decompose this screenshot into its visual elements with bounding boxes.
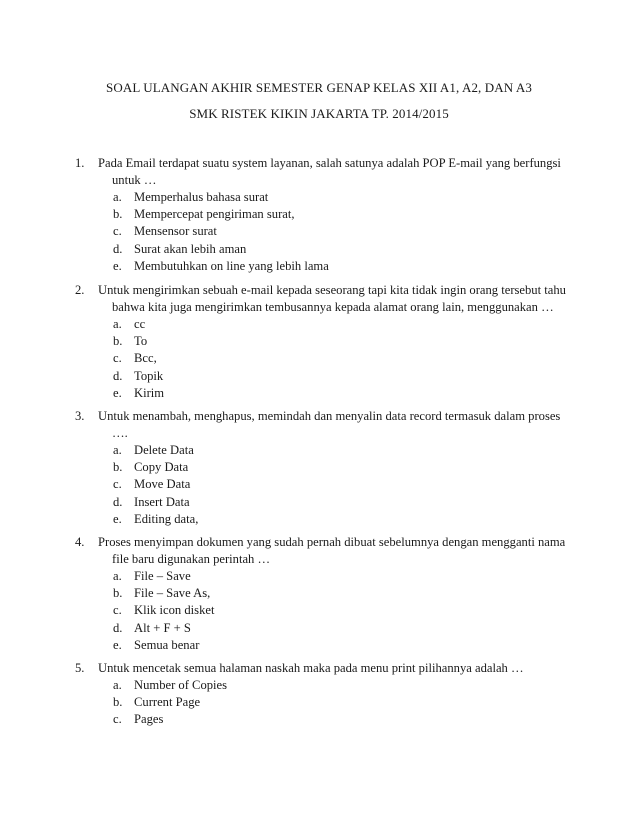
question-text: Proses menyimpan dokumen yang sudah pernah dibuat sebelumnya dengan mengganti nama: [98, 535, 566, 549]
question-text: Pada Email terdapat suatu system layanan, salah satunya adalah POP E-mail yang berfungsi: [98, 156, 561, 170]
document-title: SOAL ULANGAN AKHIR SEMESTER GENAP KELAS XII A1, A2, DAN A3: [106, 80, 532, 95]
option-b: b. Current Page: [113, 695, 201, 710]
option-c: c. Pages: [113, 712, 164, 727]
option-b: b. Mempercepat pengiriman surat,: [113, 207, 295, 222]
option-c: c. Bcc,: [113, 351, 157, 366]
question-1: [75, 155, 565, 275]
question-text-continued: ….: [112, 426, 128, 440]
option-e: e. Editing data,: [113, 511, 199, 526]
question-text: Untuk menambah, menghapus, memindah dan menyalin data record termasuk dalam proses: [98, 409, 561, 423]
option-d: d. Topik: [113, 368, 164, 383]
option-d: d. Insert Data: [113, 494, 190, 509]
options-list: [75, 568, 565, 654]
option-e: e. Semua benar: [113, 637, 200, 652]
options-list: [75, 189, 565, 275]
option-a: a. Delete Data: [113, 443, 194, 457]
question-4: [75, 534, 565, 654]
question-number: 4.: [75, 535, 85, 549]
document-subtitle: SMK RISTEK KIKIN JAKARTA TP. 2014/2015: [189, 106, 449, 121]
question-5: [75, 660, 565, 729]
question-number: 3.: [75, 409, 85, 423]
question-text-continued: file baru digunakan perintah …: [112, 552, 271, 566]
question-text-continued: untuk …: [112, 173, 157, 187]
options-list: [75, 442, 565, 528]
option-c: c. Klik icon disket: [113, 603, 215, 618]
option-b: b. File – Save As,: [113, 586, 211, 601]
question-3: [75, 408, 565, 528]
question-number: 5.: [75, 661, 85, 675]
question-text: Untuk mengirimkan sebuah e-mail kepada seseorang tapi kita tidak ingin orang tersebut tahu: [98, 283, 566, 297]
options-list: [75, 316, 565, 402]
option-c: c. Move Data: [113, 477, 191, 492]
question-text: Untuk mencetak semua halaman naskah maka pada menu print pilihannya adalah …: [98, 661, 524, 675]
option-d: d. Surat akan lebih aman: [113, 241, 247, 256]
option-a: a. cc: [113, 317, 146, 331]
question-2: [75, 282, 565, 402]
option-e: e. Kirim: [113, 385, 165, 400]
question-number: 2.: [75, 283, 85, 297]
option-b: b. Copy Data: [113, 460, 189, 475]
question-text-continued: bahwa kita juga mengirimkan tembusannya kepada alamat orang lain, menggunakan …: [112, 300, 554, 314]
option-a: a. Number of Copies: [113, 678, 228, 692]
option-b: b. To: [113, 334, 148, 349]
option-a: a. Memperhalus bahasa surat: [113, 190, 269, 204]
question-number: 1.: [75, 156, 85, 170]
option-c: c. Mensensor surat: [113, 224, 217, 239]
option-e: e. Membutuhkan on line yang lebih lama: [113, 258, 329, 273]
option-d: d. Alt + F + S: [113, 620, 191, 635]
options-list: [75, 677, 565, 729]
option-a: a. File – Save: [113, 569, 191, 583]
